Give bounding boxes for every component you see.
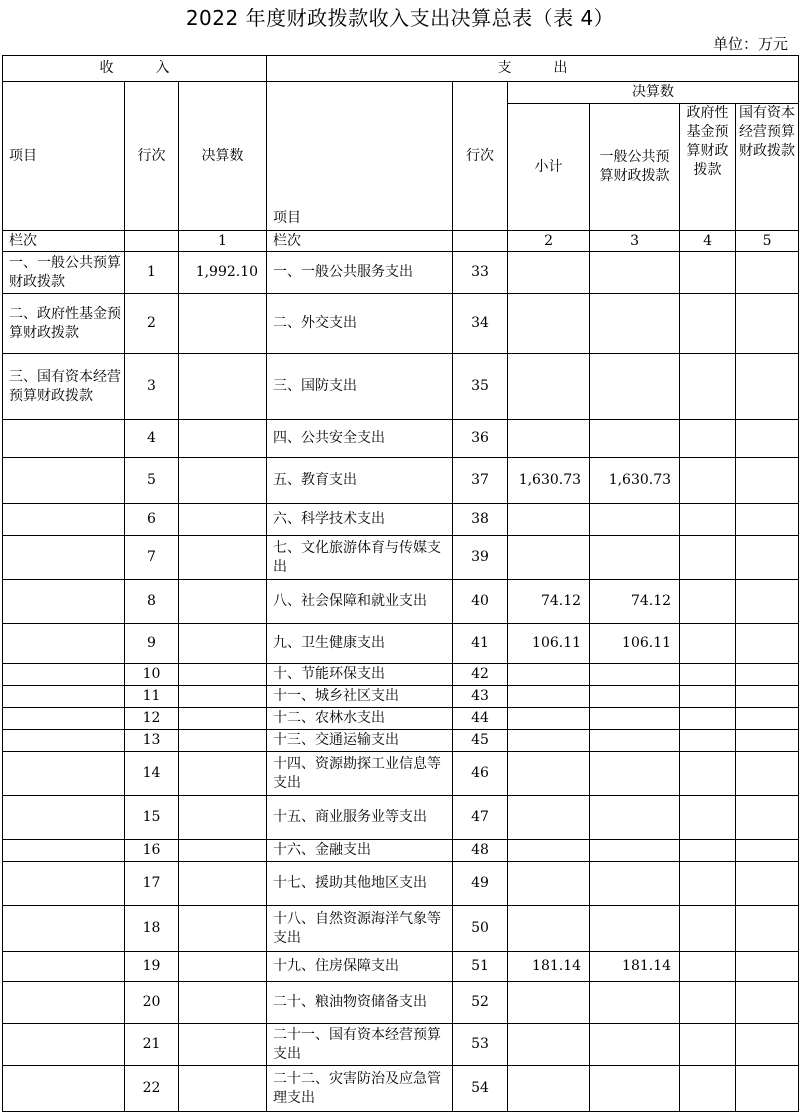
expense-item-cell: 十八、自然资源海洋气象等支出 bbox=[267, 906, 453, 952]
income-line-cell: 14 bbox=[125, 752, 179, 796]
income-amount-cell bbox=[179, 664, 267, 686]
gov-fund-cell bbox=[680, 1066, 736, 1112]
general-budget-cell bbox=[590, 252, 680, 294]
expense-item-cell: 十一、城乡社区支出 bbox=[267, 686, 453, 708]
expense-line-cell: 43 bbox=[453, 686, 508, 708]
general-budget-cell bbox=[590, 294, 680, 354]
income-item-cell bbox=[3, 580, 125, 624]
column-1: 1 bbox=[179, 231, 267, 252]
expense-line-cell: 36 bbox=[453, 420, 508, 458]
income-item-header: 项目 bbox=[3, 82, 125, 231]
income-item-cell bbox=[3, 982, 125, 1024]
subtotal-cell bbox=[508, 906, 590, 952]
income-line-cell: 4 bbox=[125, 420, 179, 458]
income-item-cell bbox=[3, 906, 125, 952]
page-title: 2022 年度财政拨款收入支出决算总表（表 4） bbox=[185, 6, 615, 30]
income-section-header: 收 入 bbox=[3, 56, 267, 82]
income-amount-cell bbox=[179, 1024, 267, 1066]
expense-line-cell: 35 bbox=[453, 354, 508, 420]
income-line-header: 行次 bbox=[125, 82, 179, 231]
income-amount-cell bbox=[179, 952, 267, 982]
expense-item-cell: 十六、金融支出 bbox=[267, 840, 453, 862]
general-budget-cell bbox=[590, 840, 680, 862]
column-label-left: 栏次 bbox=[3, 231, 125, 252]
income-item-cell bbox=[3, 952, 125, 982]
income-line-cell: 3 bbox=[125, 354, 179, 420]
expense-item-cell: 六、科学技术支出 bbox=[267, 504, 453, 536]
income-item-cell bbox=[3, 420, 125, 458]
gov-fund-cell bbox=[680, 504, 736, 536]
expense-line-cell: 50 bbox=[453, 906, 508, 952]
general-budget-cell: 1,630.73 bbox=[590, 458, 680, 504]
subtotal-cell bbox=[508, 982, 590, 1024]
income-line-cell: 2 bbox=[125, 294, 179, 354]
gov-fund-cell bbox=[680, 624, 736, 664]
general-budget-cell bbox=[590, 354, 680, 420]
income-item-cell bbox=[3, 1066, 125, 1112]
table-row bbox=[3, 1024, 799, 1066]
table-row bbox=[3, 862, 799, 906]
expense-item-cell: 八、社会保障和就业支出 bbox=[267, 580, 453, 624]
state-capital-cell bbox=[736, 730, 799, 752]
income-item-cell bbox=[3, 796, 125, 840]
expense-line-cell: 33 bbox=[453, 252, 508, 294]
income-amount-cell bbox=[179, 862, 267, 906]
income-amount-cell bbox=[179, 796, 267, 840]
subtotal-cell bbox=[508, 354, 590, 420]
table-row bbox=[3, 458, 799, 504]
gov-fund-cell bbox=[680, 952, 736, 982]
table-row bbox=[3, 906, 799, 952]
gov-fund-cell bbox=[680, 840, 736, 862]
income-line-cell: 7 bbox=[125, 536, 179, 580]
expense-line-cell: 34 bbox=[453, 294, 508, 354]
general-budget-cell bbox=[590, 708, 680, 730]
state-capital-cell bbox=[736, 686, 799, 708]
gov-fund-cell bbox=[680, 862, 736, 906]
subtotal-cell: 106.11 bbox=[508, 624, 590, 664]
expense-item-cell: 十、节能环保支出 bbox=[267, 664, 453, 686]
state-capital-cell bbox=[736, 982, 799, 1024]
subtotal-cell bbox=[508, 840, 590, 862]
expense-line-cell: 48 bbox=[453, 840, 508, 862]
gov-fund-cell bbox=[680, 664, 736, 686]
state-capital-cell bbox=[736, 906, 799, 952]
table-row bbox=[3, 252, 799, 294]
income-item-cell bbox=[3, 624, 125, 664]
subtotal-cell bbox=[508, 252, 590, 294]
column-5: 5 bbox=[736, 231, 799, 252]
expense-line-cell: 44 bbox=[453, 708, 508, 730]
expense-line-cell: 46 bbox=[453, 752, 508, 796]
expense-line-cell: 38 bbox=[453, 504, 508, 536]
table-row bbox=[3, 840, 799, 862]
gov-fund-cell bbox=[680, 796, 736, 840]
state-capital-cell bbox=[736, 504, 799, 536]
expense-line-cell: 52 bbox=[453, 982, 508, 1024]
general-budget-cell bbox=[590, 796, 680, 840]
general-budget-header: 一般公共预算财政拨款 bbox=[590, 104, 680, 231]
income-item-cell bbox=[3, 752, 125, 796]
income-line-cell: 16 bbox=[125, 840, 179, 862]
expense-item-cell: 二十一、国有资本经营预算支出 bbox=[267, 1024, 453, 1066]
table-row bbox=[3, 1066, 799, 1112]
table-row bbox=[3, 294, 799, 354]
expense-item-cell: 十四、资源勘探工业信息等支出 bbox=[267, 752, 453, 796]
income-line-cell: 10 bbox=[125, 664, 179, 686]
state-capital-cell bbox=[736, 1066, 799, 1112]
general-budget-cell bbox=[590, 752, 680, 796]
income-line-cell: 18 bbox=[125, 906, 179, 952]
expense-line-cell: 42 bbox=[453, 664, 508, 686]
column-empty bbox=[453, 231, 508, 252]
gov-fund-cell bbox=[680, 252, 736, 294]
column-number-row bbox=[3, 231, 799, 252]
state-capital-cell bbox=[736, 1024, 799, 1066]
table-row bbox=[3, 624, 799, 664]
income-line-cell: 15 bbox=[125, 796, 179, 840]
income-line-cell: 11 bbox=[125, 686, 179, 708]
income-amount-cell bbox=[179, 982, 267, 1024]
general-budget-cell bbox=[590, 982, 680, 1024]
income-amount-cell bbox=[179, 686, 267, 708]
income-final-header: 决算数 bbox=[179, 82, 267, 231]
gov-fund-cell bbox=[680, 536, 736, 580]
income-amount-cell bbox=[179, 906, 267, 952]
expense-item-cell: 二十二、灾害防治及应急管理支出 bbox=[267, 1066, 453, 1112]
subtotal-cell bbox=[508, 504, 590, 536]
table-row bbox=[3, 752, 799, 796]
expense-line-cell: 45 bbox=[453, 730, 508, 752]
column-4: 4 bbox=[680, 231, 736, 252]
state-capital-header: 国有资本经营预算财政拨款 bbox=[736, 104, 799, 231]
income-amount-cell bbox=[179, 420, 267, 458]
general-budget-cell bbox=[590, 1066, 680, 1112]
table-row bbox=[3, 536, 799, 580]
gov-fund-cell bbox=[680, 708, 736, 730]
table-row bbox=[3, 952, 799, 982]
expense-item-cell: 五、教育支出 bbox=[267, 458, 453, 504]
general-budget-cell bbox=[590, 906, 680, 952]
income-amount-cell bbox=[179, 580, 267, 624]
income-item-cell bbox=[3, 862, 125, 906]
general-budget-cell: 181.14 bbox=[590, 952, 680, 982]
expense-item-cell: 十九、住房保障支出 bbox=[267, 952, 453, 982]
state-capital-cell bbox=[736, 354, 799, 420]
column-3: 3 bbox=[590, 231, 680, 252]
expense-line-cell: 51 bbox=[453, 952, 508, 982]
subtotal-cell bbox=[508, 708, 590, 730]
expense-item-cell: 十五、商业服务业等支出 bbox=[267, 796, 453, 840]
subtotal-cell: 74.12 bbox=[508, 580, 590, 624]
expense-section-header: 支 出 bbox=[267, 56, 799, 82]
gov-fund-cell bbox=[680, 752, 736, 796]
income-line-cell: 22 bbox=[125, 1066, 179, 1112]
income-item-cell bbox=[3, 708, 125, 730]
income-line-cell: 20 bbox=[125, 982, 179, 1024]
subtotal-cell bbox=[508, 686, 590, 708]
subtotal-cell: 181.14 bbox=[508, 952, 590, 982]
table-row bbox=[3, 354, 799, 420]
general-budget-cell bbox=[590, 504, 680, 536]
state-capital-cell bbox=[736, 708, 799, 730]
income-amount-cell bbox=[179, 536, 267, 580]
income-item-cell bbox=[3, 504, 125, 536]
budget-summary-table bbox=[2, 55, 799, 1112]
income-line-cell: 5 bbox=[125, 458, 179, 504]
expense-line-cell: 41 bbox=[453, 624, 508, 664]
expense-line-cell: 53 bbox=[453, 1024, 508, 1066]
general-budget-cell: 106.11 bbox=[590, 624, 680, 664]
table-row bbox=[3, 664, 799, 686]
subtotal-cell bbox=[508, 730, 590, 752]
state-capital-cell bbox=[736, 664, 799, 686]
subtotal-cell bbox=[508, 420, 590, 458]
state-capital-cell bbox=[736, 294, 799, 354]
income-line-cell: 19 bbox=[125, 952, 179, 982]
gov-fund-cell bbox=[680, 580, 736, 624]
income-amount-cell bbox=[179, 458, 267, 504]
header-row-1 bbox=[3, 82, 799, 104]
general-budget-cell bbox=[590, 536, 680, 580]
table-row bbox=[3, 982, 799, 1024]
income-amount-cell bbox=[179, 1066, 267, 1112]
table-row bbox=[3, 686, 799, 708]
gov-fund-cell bbox=[680, 458, 736, 504]
state-capital-cell bbox=[736, 952, 799, 982]
subtotal-cell bbox=[508, 796, 590, 840]
final-amount-header: 决算数 bbox=[508, 82, 799, 104]
general-budget-cell bbox=[590, 862, 680, 906]
subtotal-cell: 1,630.73 bbox=[508, 458, 590, 504]
expense-line-cell: 47 bbox=[453, 796, 508, 840]
income-amount-cell bbox=[179, 840, 267, 862]
section-header-row bbox=[3, 56, 799, 82]
expense-item-header: 项目 bbox=[267, 82, 453, 231]
general-budget-cell bbox=[590, 686, 680, 708]
general-budget-cell bbox=[590, 1024, 680, 1066]
income-item-cell: 三、国有资本经营预算财政拨款 bbox=[3, 354, 125, 420]
income-amount-cell bbox=[179, 708, 267, 730]
expense-item-cell: 十二、农林水支出 bbox=[267, 708, 453, 730]
income-item-cell bbox=[3, 536, 125, 580]
general-budget-cell bbox=[590, 664, 680, 686]
state-capital-cell bbox=[736, 536, 799, 580]
income-line-cell: 1 bbox=[125, 252, 179, 294]
subtotal-header: 小计 bbox=[508, 104, 590, 231]
income-item-cell bbox=[3, 458, 125, 504]
table-row bbox=[3, 504, 799, 536]
income-amount-cell bbox=[179, 752, 267, 796]
income-line-cell: 21 bbox=[125, 1024, 179, 1066]
income-item-cell bbox=[3, 1024, 125, 1066]
expense-item-cell: 二十、粮油物资储备支出 bbox=[267, 982, 453, 1024]
income-amount-cell bbox=[179, 294, 267, 354]
column-2: 2 bbox=[508, 231, 590, 252]
state-capital-cell bbox=[736, 752, 799, 796]
expense-item-cell: 四、公共安全支出 bbox=[267, 420, 453, 458]
expense-item-cell: 九、卫生健康支出 bbox=[267, 624, 453, 664]
income-amount-cell: 1,992.10 bbox=[179, 252, 267, 294]
state-capital-cell bbox=[736, 624, 799, 664]
column-empty bbox=[125, 231, 179, 252]
expense-line-cell: 39 bbox=[453, 536, 508, 580]
expense-line-cell: 49 bbox=[453, 862, 508, 906]
income-line-cell: 6 bbox=[125, 504, 179, 536]
expense-line-cell: 54 bbox=[453, 1066, 508, 1112]
expense-item-cell: 十三、交通运输支出 bbox=[267, 730, 453, 752]
gov-fund-cell bbox=[680, 686, 736, 708]
expense-line-header: 行次 bbox=[453, 82, 508, 231]
expense-item-cell: 三、国防支出 bbox=[267, 354, 453, 420]
gov-fund-cell bbox=[680, 354, 736, 420]
table-row bbox=[3, 420, 799, 458]
income-item-cell bbox=[3, 730, 125, 752]
income-amount-cell bbox=[179, 624, 267, 664]
column-label-right: 栏次 bbox=[267, 231, 453, 252]
subtotal-cell bbox=[508, 294, 590, 354]
gov-fund-header: 政府性基金预算财政拨款 bbox=[680, 104, 736, 231]
income-item-cell bbox=[3, 664, 125, 686]
state-capital-cell bbox=[736, 458, 799, 504]
subtotal-cell bbox=[508, 536, 590, 580]
expense-item-cell: 十七、援助其他地区支出 bbox=[267, 862, 453, 906]
state-capital-cell bbox=[736, 580, 799, 624]
income-amount-cell bbox=[179, 504, 267, 536]
table-row bbox=[3, 708, 799, 730]
income-amount-cell bbox=[179, 730, 267, 752]
state-capital-cell bbox=[736, 862, 799, 906]
income-line-cell: 13 bbox=[125, 730, 179, 752]
table-row bbox=[3, 730, 799, 752]
income-line-cell: 17 bbox=[125, 862, 179, 906]
expense-line-cell: 37 bbox=[453, 458, 508, 504]
subtotal-cell bbox=[508, 1024, 590, 1066]
gov-fund-cell bbox=[680, 906, 736, 952]
gov-fund-cell bbox=[680, 730, 736, 752]
gov-fund-cell bbox=[680, 294, 736, 354]
state-capital-cell bbox=[736, 420, 799, 458]
general-budget-cell bbox=[590, 420, 680, 458]
table-row bbox=[3, 796, 799, 840]
subtotal-cell bbox=[508, 664, 590, 686]
expense-item-cell: 二、外交支出 bbox=[267, 294, 453, 354]
expense-item-cell: 七、文化旅游体育与传媒支出 bbox=[267, 536, 453, 580]
general-budget-cell: 74.12 bbox=[590, 580, 680, 624]
gov-fund-cell bbox=[680, 1024, 736, 1066]
income-item-cell: 二、政府性基金预算财政拨款 bbox=[3, 294, 125, 354]
income-line-cell: 12 bbox=[125, 708, 179, 730]
subtotal-cell bbox=[508, 752, 590, 796]
table-row bbox=[3, 580, 799, 624]
expense-item-cell: 一、一般公共服务支出 bbox=[267, 252, 453, 294]
subtotal-cell bbox=[508, 862, 590, 906]
income-line-cell: 8 bbox=[125, 580, 179, 624]
income-line-cell: 9 bbox=[125, 624, 179, 664]
gov-fund-cell bbox=[680, 982, 736, 1024]
income-item-cell bbox=[3, 686, 125, 708]
state-capital-cell bbox=[736, 796, 799, 840]
gov-fund-cell bbox=[680, 420, 736, 458]
unit-label: 单位：万元 bbox=[712, 35, 788, 53]
state-capital-cell bbox=[736, 252, 799, 294]
general-budget-cell bbox=[590, 730, 680, 752]
expense-line-cell: 40 bbox=[453, 580, 508, 624]
income-item-cell: 一、一般公共预算财政拨款 bbox=[3, 252, 125, 294]
income-item-cell bbox=[3, 840, 125, 862]
subtotal-cell bbox=[508, 1066, 590, 1112]
income-amount-cell bbox=[179, 354, 267, 420]
state-capital-cell bbox=[736, 840, 799, 862]
